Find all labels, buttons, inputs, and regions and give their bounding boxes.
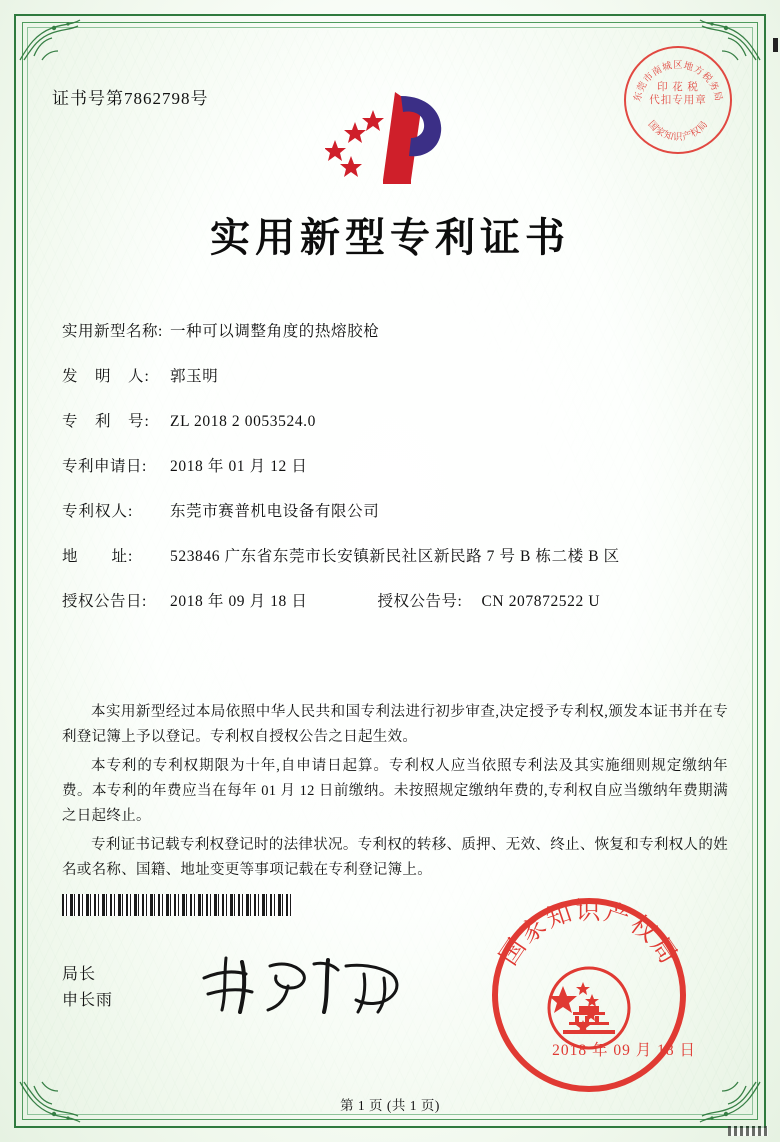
field-row-patentee — [62, 500, 724, 523]
field-value: 2018 年 01 月 12 日 — [170, 458, 308, 475]
field-label: 专利权人: — [62, 503, 134, 520]
field-row-inventor — [62, 365, 724, 388]
tax-stamp-line1: 印 花 税 — [657, 82, 699, 93]
field-label: 实用新型名称: — [62, 323, 163, 340]
field-value: 一种可以调整角度的热熔胶枪 — [170, 323, 380, 340]
field-label: 地 址: — [62, 548, 134, 565]
grant-date-group — [62, 590, 307, 613]
corner-ornament-icon — [18, 16, 82, 62]
tax-stamp — [624, 46, 732, 154]
paragraph: 本实用新型经过本局依照中华人民共和国专利法进行初步审查,决定授予专利权,颁发本证书并在专利登记簿上予以登记。专利权自授权公告之日起生效。 — [62, 704, 728, 745]
director-name: 申长雨 — [62, 992, 114, 1009]
field-value: CN 207872522 U — [481, 593, 601, 610]
director-signature — [196, 948, 416, 1022]
field-label: 专利申请日: — [62, 458, 147, 475]
paragraph: 专利证书记载专利权登记时的法律状况。专利权的转移、质押、无效、终止、恢复和专利权人的姓名或名称、国籍、地址变更等事项记载在专利登记簿上。 — [62, 837, 728, 878]
field-value: 523846 广东省东莞市长安镇新民社区新民路 7 号 B 栋二楼 B 区 — [170, 548, 620, 565]
field-label: 授权公告号: — [377, 593, 463, 610]
field-list — [62, 320, 724, 635]
tax-stamp-line2: 代扣专用章 — [649, 95, 707, 106]
field-row-name — [62, 320, 724, 343]
field-row-grant — [62, 590, 724, 613]
sipo-star-p-logo-icon — [325, 80, 455, 190]
body-paragraphs — [62, 700, 728, 887]
field-row-address — [62, 545, 724, 568]
field-label: 授权公告日: — [62, 593, 147, 610]
field-value: 东莞市赛普机电设备有限公司 — [170, 503, 380, 520]
field-value: ZL 2018 2 0053524.0 — [170, 413, 317, 430]
field-label: 专 利 号: — [62, 413, 150, 430]
director-block — [62, 962, 113, 1014]
edge-registration-mark — [773, 38, 778, 52]
page-title: 实用新型专利证书 — [210, 214, 570, 261]
field-row-application-date — [62, 455, 724, 478]
grant-number-group — [377, 590, 600, 613]
tax-stamp-arc-top: 东莞市南城区地方税务局 — [633, 61, 723, 103]
official-seal — [484, 890, 694, 1100]
barcode — [62, 894, 294, 916]
director-label: 局长 — [62, 966, 97, 983]
certificate-number: 证书号第7862798号 — [52, 89, 209, 108]
field-label: 发 明 人: — [62, 368, 150, 385]
page-footer: 第 1 页 (共 1 页) — [340, 1098, 440, 1113]
paragraph: 本专利的专利权期限为十年,自申请日起算。专利权人应当依照专利法及其实施细则规定缴纳年费。本专利的年费应当在每年 01 月 12 日前缴纳。未按照规定缴纳年费的,专利权自应当缴纳年费期满之日起终止。 — [62, 758, 728, 824]
tax-stamp-arc-bottom: 国家知识产权局 — [645, 119, 711, 143]
edge-registration-mark-bottom — [728, 1126, 768, 1136]
field-value: 郭玉明 — [170, 368, 219, 385]
field-row-patent-number — [62, 410, 724, 433]
field-value: 2018 年 09 月 18 日 — [170, 593, 308, 610]
seal-date: 2018 年 09 月 18 日 — [552, 1042, 696, 1059]
svg-text:国家知识产权局: 国家知识产权局 — [493, 896, 685, 971]
